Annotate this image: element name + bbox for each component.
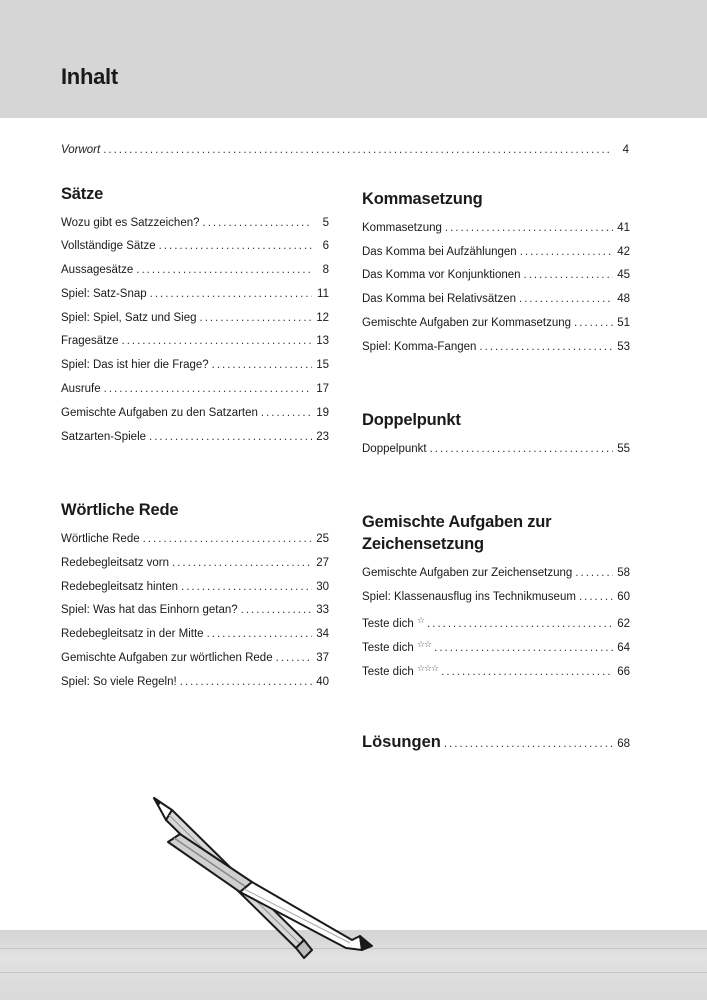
header-band bbox=[0, 0, 707, 118]
dot-leader bbox=[445, 220, 613, 236]
toc-entry-page: 34 bbox=[316, 628, 329, 640]
toc-entry-page: 15 bbox=[316, 359, 329, 371]
toc-entry[interactable] bbox=[61, 602, 329, 618]
toc-entry[interactable] bbox=[61, 381, 329, 397]
toc-entry[interactable] bbox=[61, 531, 329, 547]
dot-leader bbox=[276, 650, 312, 666]
toc-entry-page: 6 bbox=[322, 240, 329, 252]
toc-entry-label: Gemischte Aufgaben zur wörtlichen Rede bbox=[61, 652, 273, 664]
toc-entry[interactable] bbox=[362, 636, 630, 656]
toc-entry-page: 60 bbox=[617, 591, 630, 603]
toc-entry-label: Kommasetzung bbox=[362, 222, 442, 234]
floor-plank-line bbox=[0, 972, 707, 973]
toc-entry[interactable] bbox=[362, 589, 630, 605]
section-title-kommasetzung: Kommasetzung bbox=[362, 190, 483, 208]
toc-entry[interactable] bbox=[362, 220, 630, 236]
toc-entry[interactable] bbox=[362, 612, 630, 632]
toc-entry-loesungen[interactable] bbox=[362, 734, 630, 752]
toc-entry-label: Das Komma bei Aufzählungen bbox=[362, 246, 517, 258]
toc-entry-page: 30 bbox=[316, 581, 329, 593]
toc-entry-page: 51 bbox=[617, 317, 630, 329]
toc-entry-label: Das Komma bei Relativsätzen bbox=[362, 293, 517, 305]
dot-leader bbox=[519, 291, 613, 307]
toc-entry-label: Aussagesätze bbox=[61, 264, 134, 276]
toc-entry-page: 17 bbox=[316, 383, 329, 395]
toc-entry[interactable] bbox=[61, 405, 329, 421]
dot-leader bbox=[207, 626, 312, 642]
toc-entry-label bbox=[362, 660, 438, 680]
dot-leader bbox=[479, 339, 613, 355]
toc-entry-page: 45 bbox=[617, 269, 630, 281]
toc-entry[interactable] bbox=[61, 357, 329, 373]
toc-entry-page: 55 bbox=[617, 443, 630, 455]
toc-entry-label: Gemischte Aufgaben zur Kommasetzung bbox=[362, 317, 572, 329]
dot-leader bbox=[241, 602, 312, 618]
toc-entry-page: 40 bbox=[316, 676, 329, 688]
section-title-saetze: Sätze bbox=[61, 185, 104, 203]
toc-entry[interactable] bbox=[362, 339, 630, 355]
star-icon: ☆ bbox=[416, 615, 425, 625]
toc-entry-page: 33 bbox=[316, 604, 329, 616]
toc-entry[interactable] bbox=[362, 441, 630, 457]
dot-leader bbox=[136, 262, 312, 278]
toc-entry-page: 8 bbox=[322, 264, 329, 276]
dot-leader bbox=[212, 357, 312, 373]
section-title-doppelpunkt: Doppelpunkt bbox=[362, 411, 461, 429]
dot-leader bbox=[524, 267, 613, 283]
dot-leader bbox=[159, 238, 312, 254]
teste-dich-label: Teste dich bbox=[362, 618, 414, 630]
dot-leader bbox=[520, 244, 613, 260]
toc-entry-page: 27 bbox=[316, 557, 329, 569]
toc-entry-page: 19 bbox=[316, 407, 329, 419]
toc-entry-label bbox=[362, 636, 431, 656]
pencil-and-pen-illustration bbox=[140, 790, 380, 970]
toc-entry[interactable] bbox=[61, 262, 329, 278]
toc-entry-page: 53 bbox=[617, 341, 630, 353]
toc-entry[interactable] bbox=[61, 286, 329, 302]
toc-entry-label: Gemischte Aufgaben zu den Satzarten bbox=[61, 407, 258, 419]
toc-entry-label: Spiel: So viele Regeln! bbox=[61, 676, 177, 688]
teste-dich-label: Teste dich bbox=[362, 666, 414, 678]
toc-entry-label: Spiel: Spiel, Satz und Sieg bbox=[61, 312, 197, 324]
toc-entry-label: Doppelpunkt bbox=[362, 443, 427, 455]
toc-entry-label: Vorwort bbox=[61, 144, 101, 156]
toc-entry-label: Wörtliche Rede bbox=[61, 533, 140, 545]
toc-entry-label: Fragesätze bbox=[61, 335, 119, 347]
toc-entry-page: 37 bbox=[316, 652, 329, 664]
dot-leader bbox=[575, 565, 613, 581]
toc-entry-label: Spiel: Das ist hier die Frage? bbox=[61, 359, 209, 371]
star-icon: ☆☆☆ bbox=[416, 663, 439, 673]
toc-entry-label: Spiel: Satz-Snap bbox=[61, 288, 147, 300]
toc-entry-label: Satzarten-Spiele bbox=[61, 431, 147, 443]
toc-entry-page: 68 bbox=[617, 738, 630, 750]
toc-entry-label: Spiel: Was hat das Einhorn getan? bbox=[61, 604, 238, 616]
toc-entry-page: 13 bbox=[316, 335, 329, 347]
toc-entry[interactable] bbox=[362, 267, 630, 283]
pen-icon bbox=[168, 834, 372, 950]
dot-leader bbox=[430, 441, 613, 457]
toc-entry[interactable] bbox=[61, 626, 329, 642]
toc-entry-label: Redebegleitsatz hinten bbox=[61, 581, 178, 593]
dot-leader bbox=[574, 315, 613, 331]
toc-entry-label: Spiel: Klassenausflug ins Technikmuseum bbox=[362, 591, 576, 603]
toc-entry-label bbox=[362, 612, 424, 632]
dot-leader bbox=[103, 142, 612, 158]
section-title-line: Gemischte Aufgaben zur bbox=[362, 513, 552, 531]
toc-entry-page: 4 bbox=[622, 144, 629, 156]
toc-entry-label: Das Komma vor Konjunktionen bbox=[362, 269, 521, 281]
toc-entry[interactable] bbox=[362, 565, 630, 581]
toc-entry[interactable] bbox=[362, 315, 630, 331]
dot-leader bbox=[434, 640, 613, 656]
dot-leader bbox=[180, 674, 312, 690]
toc-entry[interactable] bbox=[61, 215, 329, 231]
toc-entry-label: Redebegleitsatz in der Mitte bbox=[61, 628, 204, 640]
toc-entry-label: Spiel: Komma-Fangen bbox=[362, 341, 477, 353]
toc-entry-page: 5 bbox=[322, 217, 329, 229]
dot-leader bbox=[181, 579, 312, 595]
section-title-gemischte bbox=[362, 511, 551, 555]
toc-entry[interactable] bbox=[61, 333, 329, 349]
toc-entry[interactable] bbox=[61, 555, 329, 571]
dot-leader bbox=[104, 381, 312, 397]
dot-leader bbox=[172, 555, 312, 571]
toc-entry-page: 66 bbox=[617, 666, 630, 678]
toc-entry-page: 42 bbox=[617, 246, 630, 258]
toc-entry[interactable] bbox=[61, 238, 329, 254]
dot-leader bbox=[579, 589, 613, 605]
toc-entry[interactable] bbox=[362, 244, 630, 260]
toc-entry[interactable] bbox=[362, 291, 630, 307]
dot-leader bbox=[200, 310, 312, 326]
toc-entry-page: 64 bbox=[617, 642, 630, 654]
toc-entry-label: Lösungen bbox=[362, 733, 441, 751]
toc-entry-page: 11 bbox=[317, 288, 329, 300]
dot-leader bbox=[122, 333, 312, 349]
toc-entry[interactable] bbox=[61, 650, 329, 666]
dot-leader bbox=[444, 736, 613, 752]
dot-leader bbox=[143, 531, 312, 547]
dot-leader bbox=[203, 215, 312, 231]
toc-entry-page: 58 bbox=[617, 567, 630, 579]
toc-entry[interactable] bbox=[61, 674, 329, 690]
dot-leader bbox=[149, 429, 312, 445]
toc-entry-page: 12 bbox=[316, 312, 329, 324]
teste-dich-label: Teste dich bbox=[362, 642, 414, 654]
toc-entry-page: 41 bbox=[617, 222, 630, 234]
toc-entry[interactable] bbox=[61, 310, 329, 326]
toc-entry-page: 23 bbox=[316, 431, 329, 443]
dot-leader bbox=[150, 286, 312, 302]
toc-entry-label: Redebegleitsatz vorn bbox=[61, 557, 170, 569]
toc-entry-label: Ausrufe bbox=[61, 383, 101, 395]
toc-entry-page: 25 bbox=[316, 533, 329, 545]
dot-leader bbox=[261, 405, 312, 421]
toc-entry-label: Vollständige Sätze bbox=[61, 240, 156, 252]
toc-entry-page: 62 bbox=[617, 618, 630, 630]
page-title: Inhalt bbox=[61, 64, 118, 89]
toc-entry[interactable] bbox=[61, 579, 329, 595]
section-title-line: Zeichensetzung bbox=[362, 535, 484, 553]
toc-entry-label: Gemischte Aufgaben zur Zeichensetzung bbox=[362, 567, 573, 579]
toc-entry[interactable] bbox=[362, 660, 630, 680]
star-icon: ☆☆ bbox=[416, 639, 432, 649]
toc-entry-vorwort[interactable] bbox=[61, 142, 629, 158]
dot-leader bbox=[441, 664, 613, 680]
toc-entry-page: 48 bbox=[617, 293, 630, 305]
toc-entry-label: Wozu gibt es Satzzeichen? bbox=[61, 217, 200, 229]
toc-entry[interactable] bbox=[61, 429, 329, 445]
dot-leader bbox=[427, 616, 613, 632]
section-title-woertliche-rede: Wörtliche Rede bbox=[61, 501, 179, 519]
